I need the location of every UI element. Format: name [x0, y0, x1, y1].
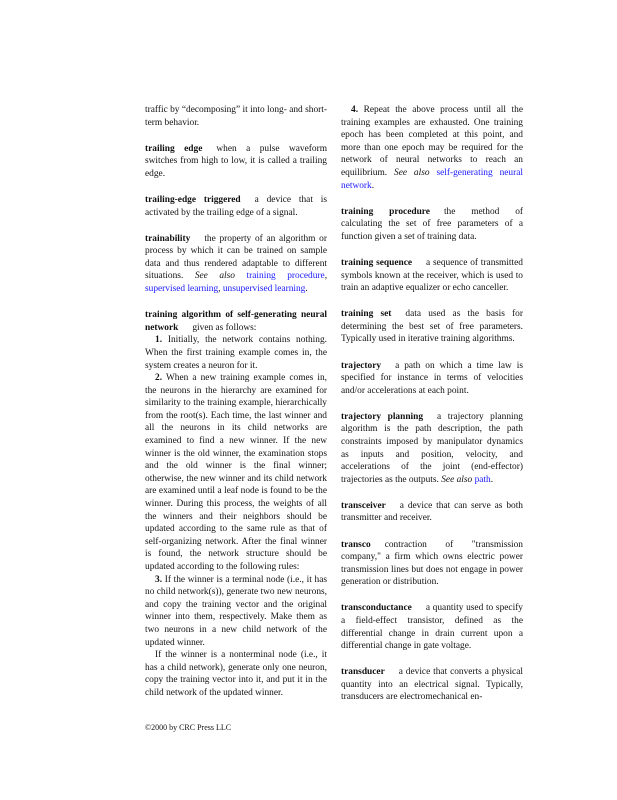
definition: contraction of "transmission company," a firm which owns electric power transmission lines but does not engage in power generation or distribution. — [341, 539, 523, 588]
entry-trailing-edge-triggered — [145, 194, 327, 219]
definition: when a pulse waveform switches from high to low, it is called a trailing edge. — [145, 143, 327, 179]
term: trailing-edge triggered — [145, 194, 241, 205]
term: training algorithm of self-generating neural network — [145, 310, 327, 333]
link-unsupervised-learning[interactable]: unsupervised learning — [222, 284, 306, 295]
definition: a device that is activated by the trailing edge of a signal. — [145, 194, 328, 218]
entry-transconductance — [341, 602, 523, 652]
entry-training-procedure — [341, 206, 523, 244]
see-also-label: See also — [194, 271, 235, 282]
entry-transco — [341, 539, 523, 589]
period: . — [490, 474, 494, 485]
definition: given as follows: — [192, 322, 257, 333]
term: transconductance — [341, 603, 412, 614]
link-path[interactable]: path — [474, 474, 491, 485]
definition: the property of an algorithm or process by which it can be trained on sample data and thus rendered adaptable to different situations. — [145, 233, 327, 282]
entry-trainability — [145, 233, 327, 296]
definition: a trajectory planning algorithm is the path description, the path constraints imposed by manipulator dynamics as inputs and position, velocity, and accelerations of the joint (end-effector) trajectories as the outputs. — [341, 411, 523, 485]
term: transducer — [341, 667, 385, 678]
term: training procedure — [341, 206, 430, 217]
definition: the method of calculating the set of free parameters of a function given a set of training data. — [341, 206, 523, 242]
definition: a path on which a time law is specified for instance in terms of velocities and/or accelerations at each point. — [341, 360, 523, 396]
term: trajectory planning — [341, 411, 424, 422]
term: trainability — [145, 233, 191, 244]
link-supervised-learning[interactable]: supervised learning — [145, 284, 219, 295]
step-2: 2. When a new training example comes in, the neurons in the hierarchy are examined for similarity to the training example, hierarchically from the root(s). Each time, the last winner and all the neurons in its child networks are examined to find a new winner. If the new winner is the old winner, the examination stops and the old winner is the final winner; otherwise, the new winner and its child network are examined until a leaf node is found to be the winner. During this process, the weights of all the winners and their neighbors should be updated according to the same rule as that of self-organizing network. After the final winner is found, the network structure should be updated according to the following rules: — [145, 373, 327, 572]
term: trailing edge — [145, 143, 203, 154]
term: transceiver — [341, 500, 386, 511]
entry-training-sequence — [341, 257, 523, 295]
entry-trajectory-planning — [341, 411, 523, 487]
term: transco — [341, 539, 371, 550]
term: trajectory — [341, 360, 382, 371]
definition: data used as the basis for determining the best set of free parameters. Typically used in iterative training algorithms. — [341, 309, 523, 345]
link-training-procedure[interactable]: training procedure — [246, 271, 325, 282]
entry-transceiver — [341, 500, 523, 525]
continuation-text: traffic by “decomposing” it into long- and short-term behavior. — [145, 105, 327, 128]
link-self-generating-neural-network[interactable]: self-generating neural network — [341, 167, 524, 191]
entry-trailing-edge — [145, 143, 327, 181]
step-3: 3. If the winner is a terminal node (i.e., it has no child network(s)), generate two new neurons, and copy the training vector and the original winner into them, respectively. Make them as two neurons in a new child network of the updated winner. — [145, 574, 328, 648]
see-also-label: See also — [441, 474, 473, 485]
period: . — [371, 180, 375, 191]
step-3b: If the winner is a nonterminal node (i.e., it has a child network), generate only one neuron, copy the training vector into it, and put it in the child network of the updated winner. — [145, 650, 327, 698]
see-also-label: See also — [394, 167, 430, 178]
entry-training-algorithm — [145, 309, 327, 699]
term: training set — [341, 309, 392, 320]
entry-transducer — [341, 666, 523, 704]
left-column — [145, 104, 327, 713]
step-1: 1. Initially, the network contains nothing. When the first training example comes in, the system creates a neuron for it. — [145, 335, 327, 371]
period: . — [305, 284, 308, 295]
separator: , — [218, 284, 221, 295]
definition: a sequence of transmitted symbols known at the receiver, which is used to train an adaptive equalizer or echo canceller. — [341, 257, 523, 294]
entry-training-set — [341, 308, 523, 346]
definition: a quantity used to specify a field-effect transistor, defined as the differential change in drain current upon a differential change in gate voltage. — [341, 603, 523, 652]
definition: a device that converts a physical quantity into an electrical signal. Typically, transducers are electromechanical en- — [341, 667, 523, 703]
definition: a device that can serve as both transmitter and receiver. — [341, 500, 523, 524]
right-column — [341, 104, 523, 718]
step-4: 4. Repeat the above process until all the training examples are exhausted. One training epoch has been completed at this point, and more than one epoch may be required for the network of neural networks to reach an equilibrium. See also self-generating neural network. — [341, 105, 524, 191]
copyright-footer: ©2000 by CRC Press LLC — [145, 723, 232, 732]
term: training sequence — [341, 257, 413, 268]
entry-trajectory — [341, 360, 523, 398]
separator: , — [324, 271, 328, 282]
